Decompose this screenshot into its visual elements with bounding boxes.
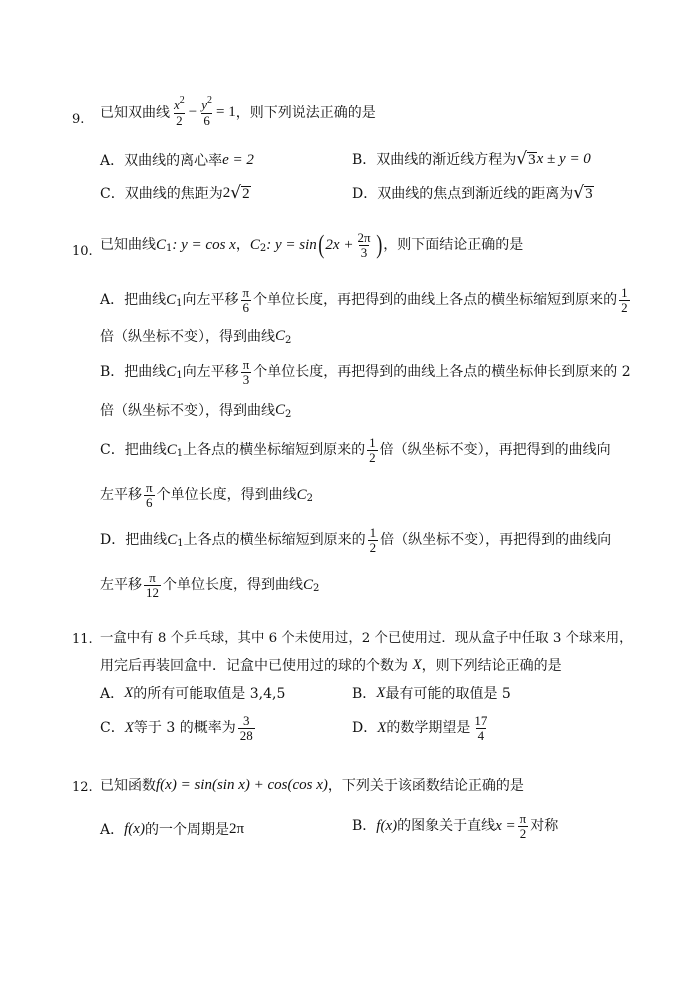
q10-number: 10. (72, 244, 93, 259)
q11-stem-line2: 用完后再装回盒中．记盒中已使用过的球的个数为 X ，则下列结论正确的是 (100, 657, 562, 674)
q10-option-c-line1: C．把曲线 C 1 上各点的横坐标缩短到原来的 $\frac{1}{2}$ 倍（纵坐标不变），再把得到的曲线向 (100, 435, 611, 465)
q12-option-a: A． f(x) 的一个周期是 2π (100, 821, 245, 838)
q9-stem-text: 已知双曲线 (100, 104, 170, 121)
q10-option-d-line2: 左平移 $\frac{\pi}{12}$ 个单位长度，得到曲线 C 2 (100, 570, 320, 600)
q9-frac-x: $\frac{x^2}{2}$ (174, 95, 185, 128)
q11-option-c: C． X 等于 3 的概率为 $\frac{3}{28}$ (100, 713, 253, 743)
q10-option-c-line2: 左平移 $\frac{\pi}{6}$ 个单位长度，得到曲线 C 2 (100, 480, 313, 510)
q11-option-d: D． X 的数学期望是 $\frac{17}{4}$ (352, 713, 488, 743)
q9-option-d: D．双曲线的焦点到渐近线的距离为 √ 3 (352, 183, 593, 203)
q10-option-a-line2: 倍（纵坐标不变），得到曲线 C 2 (100, 328, 292, 346)
q12-number: 12. (72, 780, 93, 795)
q9-number: 9. (72, 112, 85, 127)
q12-option-b: B． f(x) 的图象关于直线 x = $\frac{\pi}{2}$ 对称 (352, 811, 559, 841)
q10-option-b-line1: B．把曲线 C 1 向左平移 $\frac{\pi}{3}$ 个单位长度，再把得到的曲线上各点的横坐标伸长到原来的 2 (100, 357, 631, 387)
q9-option-a: A．双曲线的离心率 e = 2 (100, 152, 254, 169)
sqrt-icon: √ 3 (573, 183, 593, 203)
q11-number: 11. (72, 632, 93, 647)
q10-option-b-line2: 倍（纵坐标不变），得到曲线 C 2 (100, 402, 292, 420)
q10-option-d-line1: D．把曲线 C 1 上各点的横坐标缩短到原来的 $\frac{1}{2}$ 倍（纵坐标不变），再把得到的曲线向 (100, 525, 612, 555)
q10-stem: 已知曲线 C 1 : y = cos x ， C 2 : y = sin ( 2x + $\frac{2\pi}{3}$ ) ，则下面结论正确的是 (100, 230, 524, 260)
q9-stem: 已知双曲线 $\frac{x^2}{2}$ − $\frac{y^2}{6}$ = 1 ，则下列说法正确的是 (100, 95, 376, 128)
q9-option-b: B．双曲线的渐近线方程为 √ 3 x ± y = 0 (352, 149, 591, 169)
q10-option-a-line1: A．把曲线 C 1 向左平移 $\frac{\pi}{6}$ 个单位长度，再把得到的曲线上各点的横坐标缩短到原来的 $\frac{1}{2}$ (100, 285, 628, 315)
q12-stem: 已知函数 f(x) = sin(sin x) + cos(cos x) ，下列关于该函数结论正确的是 (100, 777, 524, 794)
q9-option-c: C．双曲线的焦距为 2 √ 2 (100, 183, 250, 203)
q9-frac-y: $\frac{y^2}{6}$ (201, 95, 213, 128)
sqrt-icon: √ 3 (516, 149, 536, 169)
q11-option-a: A． X 的所有可能取值是 3,4,5 (100, 685, 286, 702)
q11-stem-line1: 一盒中有 8 个乒乓球，其中 6 个未使用过，2 个已使用过．现从盒子中任取 3 个球来用， (100, 631, 633, 646)
sqrt-icon: √ 2 (230, 183, 250, 203)
q11-option-b: B． X 最有可能的取值是 5 (352, 685, 511, 702)
q12-function: f(x) = sin(sin x) + cos(cos x) (156, 777, 328, 793)
